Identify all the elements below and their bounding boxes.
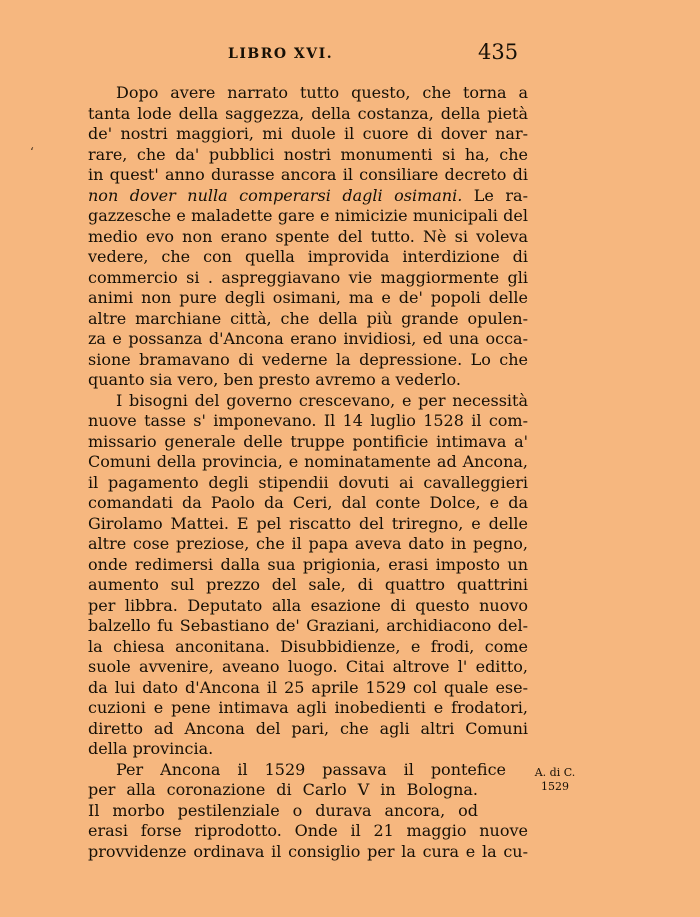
text-line: tanta lode della saggezza, della costanza, della pietà — [88, 103, 528, 123]
text-line: I bisogni del governo crescevano, e per necessità — [116, 390, 528, 410]
text-line: erasi forse riprodotto. Onde il 21 maggio nuove — [88, 821, 528, 840]
text-line: vedere, che con quella improvida interdizione di — [88, 247, 528, 266]
text-line: comandati da Paolo da Ceri, dal conte Dolce, e da — [88, 493, 528, 512]
text-line: missario generale delle truppe pontificie intimava a' — [88, 431, 528, 451]
italic-phrase: non dover nulla comperarsi dagli osimani. — [88, 185, 463, 205]
text-line: Il morbo pestilenziale o durava ancora, od — [88, 800, 478, 820]
text-line: Girolamo Mattei. E pel riscatto del triregno, e delle — [88, 513, 528, 533]
text-line: Comuni della provincia, e nominatamente ad Ancona, — [88, 452, 528, 471]
margin-mark: ʻ — [30, 145, 34, 159]
text-line: la chiesa anconitana. Disubbidienze, e frodi, come — [88, 636, 528, 656]
text-line: balzello fu Sebastiano de' Graziani, archidiacono del- — [88, 616, 528, 635]
text-line: za e possanza d'Ancona erano invidiosi, ed una occa- — [88, 329, 528, 348]
text-line: onde redimersi dalla sua prigionia, erasi imposto un — [88, 554, 528, 574]
text-line — [88, 186, 528, 207]
text-line: aumento sul prezzo del sale, di quattro quattrini — [88, 575, 528, 594]
text-line: sione bramavano di vederne la depressione. Lo che — [88, 349, 528, 369]
text-line: Dopo avere narrato tutto questo, che torna a — [116, 83, 528, 102]
text-line: cuzioni e pene intimava agli inobedienti e frodatori, — [88, 698, 528, 717]
margin-note-era: A. di C. — [534, 766, 576, 779]
text-line: in quest' anno durasse ancora il consiliare decreto di — [88, 165, 528, 184]
margin-note-year: 1529 — [541, 780, 569, 793]
text-line: per libbra. Deputato alla esazione di questo nuovo — [88, 595, 528, 615]
page-header — [0, 40, 700, 70]
text-line: rare, che da' pubblici nostri monumenti si ha, che — [88, 144, 528, 164]
text-line: de' nostri maggiori, mi duole il cuore di dover nar- — [88, 124, 528, 143]
text-line: per alla coronazione di Carlo V in Bologna. — [88, 780, 478, 799]
text-line: diretto ad Ancona del pari, che agli altri Comuni — [88, 718, 528, 738]
text-line: altre cose preziose, che il papa aveva dato in pegno, — [88, 534, 528, 553]
text-line: provvidenze ordinava il consiglio per la cura e la cu- — [88, 841, 528, 861]
running-head: LIBRO XVI. — [228, 46, 334, 62]
text-line: altre marchiane città, che della più grande opulen- — [88, 308, 528, 328]
text-line: commercio si . aspreggiavano vie maggiormente gli — [88, 267, 528, 287]
margin-note — [532, 766, 578, 794]
text-line: da lui dato d'Ancona il 25 aprile 1529 col quale ese- — [88, 677, 528, 697]
text-line: il pagamento degli stipendii dovuti ai cavalleggieri — [88, 472, 528, 492]
text-line: della provincia. — [88, 739, 214, 758]
text-line: animi non pure degli osimani, ma e de' popoli delle — [88, 288, 528, 307]
page-number: 435 — [478, 40, 519, 64]
text-line: medio evo non erano spente del tutto. Nè si voleva — [88, 226, 528, 246]
text-line-rest: Le ra- — [462, 185, 529, 205]
body-text — [88, 83, 528, 862]
text-line: nuove tasse s' imponevano. Il 14 luglio 1528 il com- — [88, 411, 528, 430]
text-line: quanto sia vero, ben presto avremo a vederlo. — [88, 370, 461, 389]
text-line: gazzesche e maladette gare e nimicizie municipali del — [88, 206, 528, 225]
text-line: suole avvenire, aveano luogo. Citai altrove l' editto, — [88, 657, 528, 676]
text-line: Per Ancona il 1529 passava il pontefice — [116, 759, 506, 779]
